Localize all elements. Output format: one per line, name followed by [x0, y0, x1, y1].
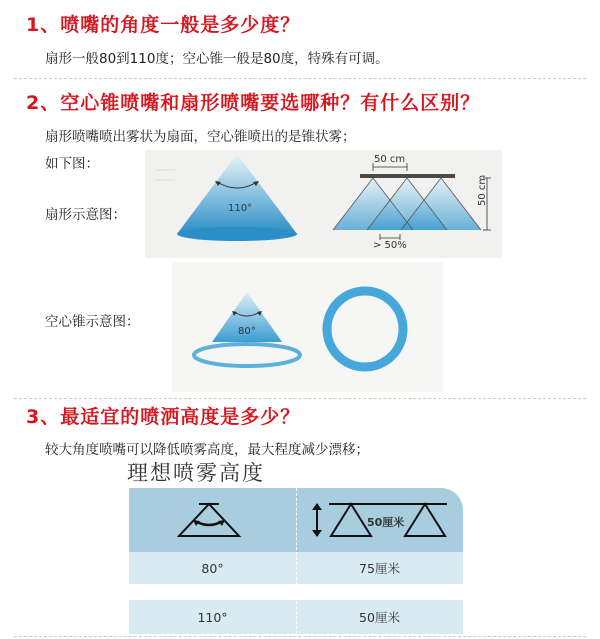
spray-height-title: 理想喷雾高度 [127, 461, 265, 485]
fan-overlap-label: > 50% [373, 240, 407, 251]
cone-diagram-label: 空心锥示意图： [45, 314, 140, 330]
cone-spray-ring [194, 344, 300, 366]
nozzle-angle-icon [179, 504, 239, 536]
divider [14, 636, 586, 637]
fan-diagram-label: 扇形示意图： [45, 207, 126, 223]
divider [14, 398, 586, 399]
section-1-text: 扇形一般80到110度；空心锥一般是80度，特殊有可调。 [45, 51, 389, 67]
fan-spray-illustration [145, 150, 502, 258]
fan-angle-label: 110° [228, 203, 253, 214]
hollow-cone-illustration [172, 262, 443, 392]
spray-triangle-icon [405, 504, 445, 536]
section-2-text: 扇形喷嘴喷出雾状为扇面，空心锥喷出的是锥状雾； [45, 129, 356, 145]
section-2-title: 2、空心锥喷嘴和扇形喷嘴要选哪种？有什么区别？ [26, 92, 481, 114]
fan-spray-base [177, 227, 297, 241]
spray-height-table [129, 488, 463, 634]
fan-spray-shape [177, 154, 297, 234]
spacing-label: 50厘米 [367, 516, 405, 529]
hollow-cone-pattern [327, 291, 403, 367]
height-cell: 50厘米 [359, 610, 400, 625]
section-1-title: 1、喷嘴的角度一般是多少度？ [26, 14, 301, 36]
fan-spray-diagram [145, 150, 502, 258]
fan-spacing-label: 50 cm [374, 154, 406, 165]
height-cell: 75厘米 [359, 561, 400, 576]
angle-cell: 80° [201, 560, 224, 576]
cone-angle-label: 80° [238, 326, 256, 337]
section-2-subtext: 如下图： [45, 156, 99, 172]
spray-triangle-icon [331, 504, 371, 536]
spray-boom [360, 174, 455, 178]
section-3-title: 3、最适宜的喷洒高度是多少？ [26, 406, 301, 428]
divider [14, 78, 586, 79]
fan-height-label: 50 cm [477, 174, 488, 206]
section-3-text: 较大角度喷嘴可以降低喷雾高度，最大程度减少漂移； [45, 442, 369, 458]
hollow-cone-diagram [172, 262, 443, 392]
angle-cell: 110° [197, 609, 228, 625]
table-divider [296, 488, 297, 634]
